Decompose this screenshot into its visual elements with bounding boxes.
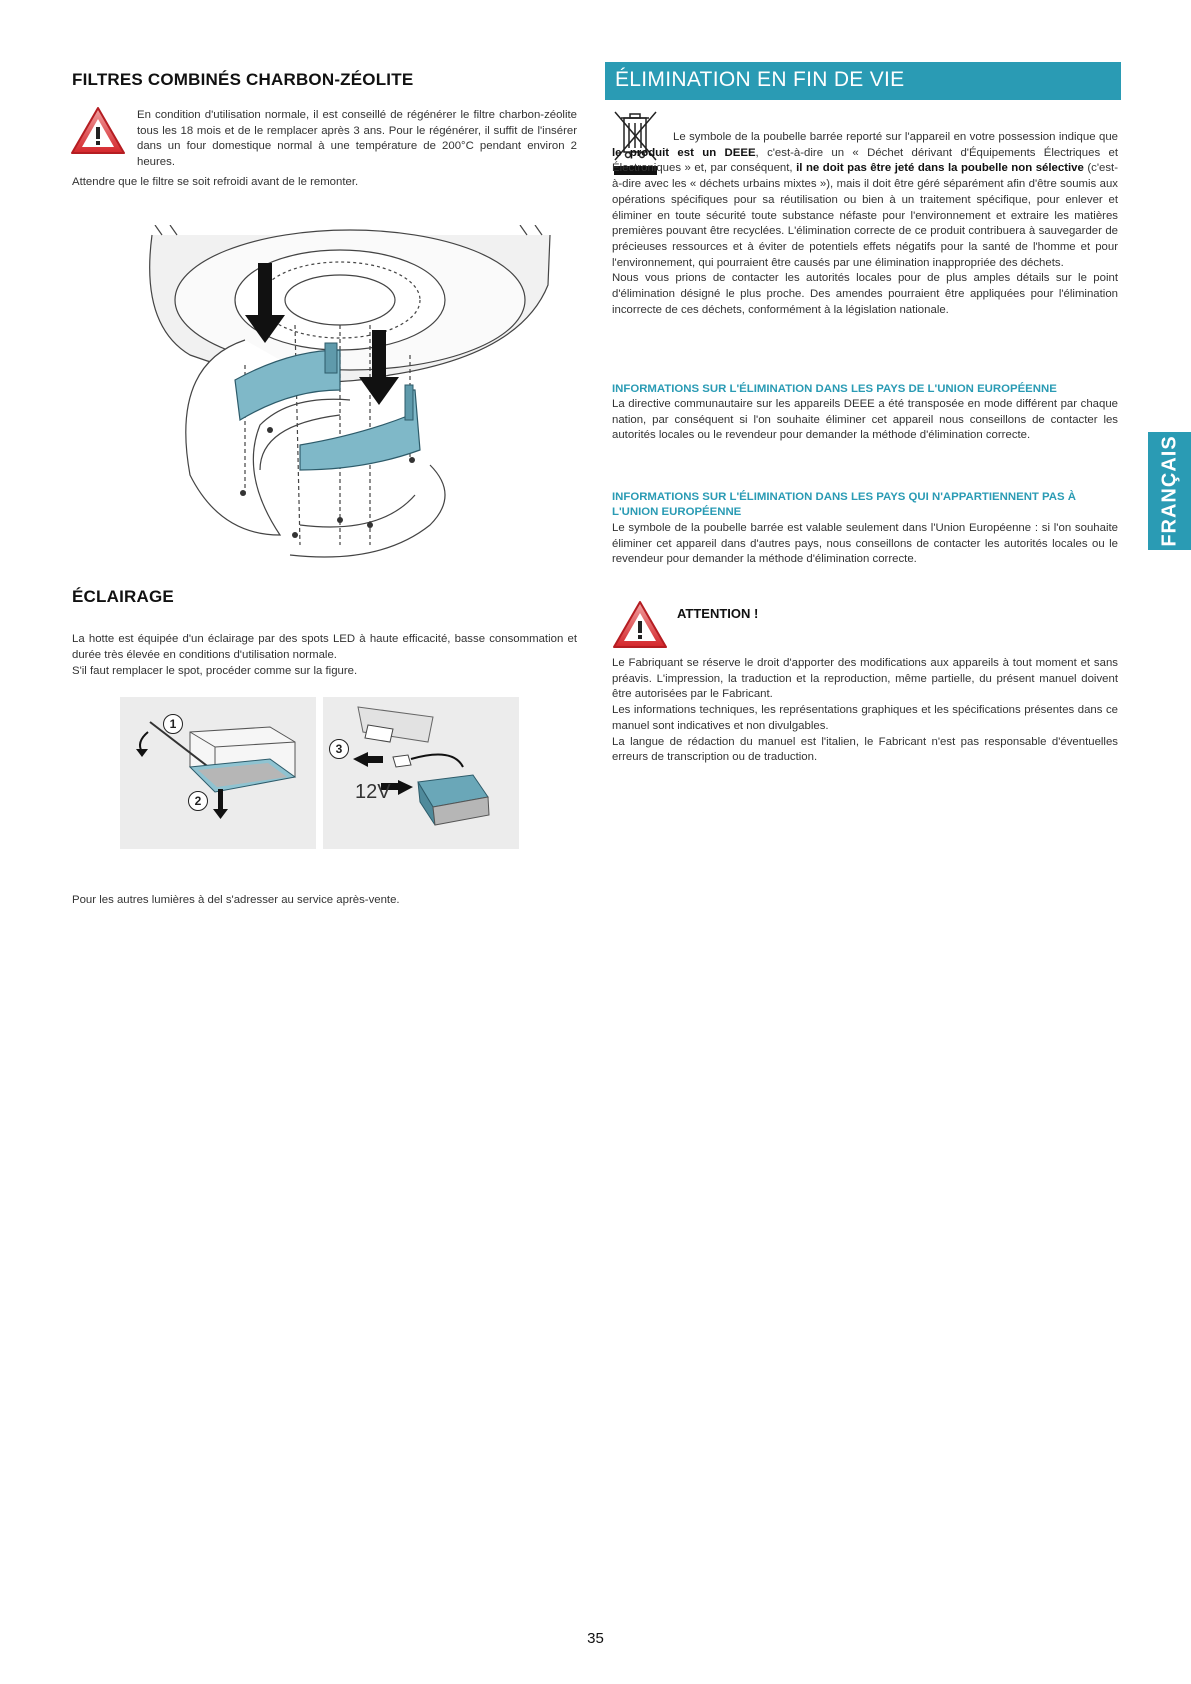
lighting-paragraph-1: La hotte est équipée d'un éclairage par des spots LED à haute efficacité, basse consommation et durée très élevée en conditions d'utilisation normale. — [72, 633, 577, 661]
attention-title: ATTENTION ! — [677, 606, 759, 621]
page-number: 35 — [587, 1630, 604, 1647]
language-tab — [1148, 432, 1191, 550]
attention-paragraph-3: La langue de rédaction du manuel est l'italien, le Fabricant n'est pas responsable d'éventuelles erreurs de transcription ou de traduction. — [612, 735, 1118, 764]
led-connector-figure — [323, 697, 519, 849]
voltage-label: 12V — [355, 781, 391, 803]
step-1-badge: 1 — [163, 714, 183, 734]
step-3-badge: 3 — [329, 739, 349, 759]
weee-paragraph — [612, 130, 1118, 318]
weee-bold-b: il ne doit pas être jeté dans la poubelle non sélective — [796, 162, 1084, 175]
weee-bold-a: le produit est un DEEE — [612, 146, 756, 159]
warning-icon — [70, 106, 126, 156]
filters-warning-text: En condition d'utilisation normale, il est conseillé de régénérer le filtre charbon-zéolite tous les 18 mois et de le remplacer après 3 ans. Pour le régénérer, il suffit de l'insérer dans un four domestique normal à une température de 200°C pendant environ 2 heures. — [137, 109, 577, 169]
attention-warning-icon — [612, 600, 668, 650]
step-2-badge: 2 — [188, 791, 208, 811]
led-removal-figure — [120, 697, 316, 849]
attention-paragraph-1: Le Fabriquant se réserve le droit d'apporter des modifications aux appareils à tout moment et sans préavis. L'impression, la traduction et la reproduction, même partielle, du présent manuel doivent être autorisées par le Fabricant. — [612, 657, 1118, 701]
elimination-header: ÉLIMINATION EN FIN DE VIE — [615, 68, 905, 91]
lighting-footer-note: Pour les autres lumières à del s'adresser au service après-vente. — [72, 894, 400, 906]
non-eu-title: INFORMATIONS SUR L'ÉLIMINATION DANS LES PAYS QUI N'APPARTIENNENT PAS À L'UNION EUROPÉENNE — [612, 491, 1077, 518]
language-tab-label: FRANÇAIS — [1158, 435, 1180, 547]
elimination-header-bar — [605, 62, 1121, 100]
lighting-title: ÉCLAIRAGE — [72, 587, 174, 606]
weee-contact: Nous vous prions de contacter les autorités locales pour de plus amples détails sur le point d'élimination désigné le plus proche. Des amendes pourraient être appliquées pour l'élimination incorrecte de ces déchets, conformément à la législation nationale. — [612, 272, 1118, 316]
attention-paragraph-2: Les informations techniques, les représentations graphiques et les spécifications présentes dans ce manuel sont indicatives et non divulgables. — [612, 704, 1118, 732]
weee-text-b: , c'est-à-dire un « Déchet dérivant d'Équipements Électriques et Électroniques » et, par conséquent, — [612, 146, 1118, 175]
attention-text — [612, 656, 1118, 766]
non-eu-text: Le symbole de la poubelle barrée est valable seulement dans l'Union Européenne : si l'on souhaite éliminer cet appareil dans d'autres pays, nous conseillons de contacter les autorités locales ou le revendeur pour demander la méthode d'élimination correcte. — [612, 522, 1118, 566]
filter-installation-illustration — [140, 225, 560, 575]
weee-text-a: Le symbole de la poubelle barrée reporté sur l'appareil en votre possession indique que — [673, 131, 1118, 143]
lighting-paragraph-2: S'il faut remplacer le spot, procéder comme sur la figure. — [72, 665, 358, 677]
weee-text-c: (c'est-à-dire avec les « déchets urbains mixtes »), mais il doit être géré séparément afin d'être soumis aux opérations spécifiques pour sa réutilisation ou bien à un traitement spécifique, pour enlever et éliminer en toute sécurité toute substance néfaste pour l'environnement et extraire les matières premières pouvant être recyclées. L'élimination correcte de ce produit contribuera à sauvegarder de précieuses ressources et à éviter de potentiels effets négatifs pour la santé de l'homme et pour l'environnement, qui pourraient être causés par une élimination inappropriée des déchets. — [612, 162, 1118, 269]
filters-title: FILTRES COMBINÉS CHARBON-ZÉOLITE — [72, 70, 414, 89]
eu-text: La directive communautaire sur les appareils DEEE a été transposée en mode différent par chaque nation, par conséquent si l'on souhaite éliminer cet appareil nous conseillons de contacter les autorités locales ou le revendeur pour demander la méthode d'élimination correcte. — [612, 398, 1118, 442]
eu-title: INFORMATIONS SUR L'ÉLIMINATION DANS LES PAYS DE L'UNION EUROPÉENNE — [612, 383, 1057, 395]
filters-note: Attendre que le filtre se soit refroidi avant de le remonter. — [72, 176, 359, 188]
